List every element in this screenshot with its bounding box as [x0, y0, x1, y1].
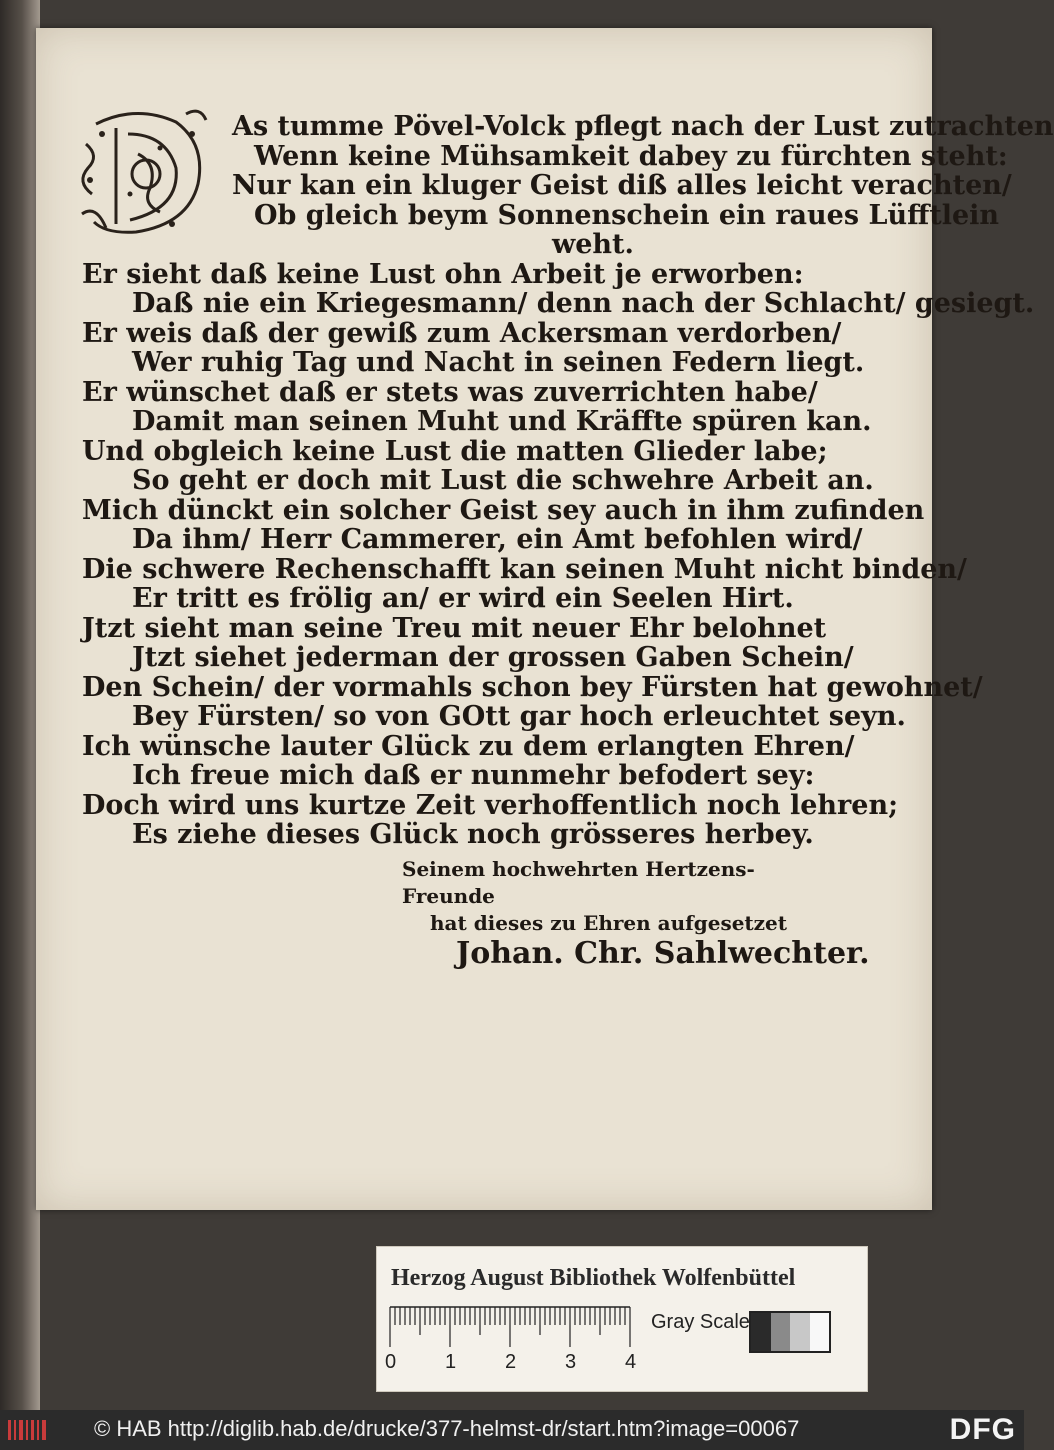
gray-swatch — [810, 1313, 830, 1351]
poem-line: Ich freue mich daß er nunmehr befodert sey: — [132, 760, 815, 791]
poem-line: Jtzt sieht man seine Treu mit neuer Ehr belohnet — [82, 612, 827, 644]
poem-line: Und obgleich keine Lust die matten Glieder labe; — [82, 435, 828, 467]
poem-line: Mich dünckt ein solcher Geist sey auch in ihm zufinden — [82, 494, 925, 526]
poem-line: Da ihm/ Herr Cammerer, ein Amt befohlen wird/ — [132, 524, 863, 555]
ruler-number: 2 — [505, 1351, 517, 1373]
poem-line: Doch wird uns kurtze Zeit verhoffentlich noch lehren; — [82, 789, 899, 821]
poem-line: Die schwere Rechenschafft kan seinen Muht nicht binden/ — [82, 553, 967, 585]
poem-line: Jtzt siehet jederman der grossen Gaben Schein/ — [132, 642, 854, 673]
poem-line: Bey Fürsten/ so von GOtt gar hoch erleuchtet seyn. — [132, 701, 906, 732]
dfg-logo: DFG — [949, 1413, 1016, 1446]
gray-swatch — [790, 1313, 810, 1351]
footer-bar — [0, 1410, 1024, 1450]
library-name: Herzog August Bibliothek Wolfenbüttel — [391, 1265, 796, 1291]
dedication-line-2: hat dieses zu Ehren aufgesetzet — [430, 911, 787, 935]
document-page — [36, 28, 1054, 1210]
poem-line: Wer ruhig Tag und Nacht in seinen Federn liegt. — [132, 347, 865, 378]
poem-line: Er weis daß der gewiß zum Ackersman verdorben/ — [82, 317, 842, 349]
ruler-number: 0 — [385, 1351, 397, 1373]
poem-line: Damit man seinen Muht und Kräffte spüren kan. — [132, 406, 872, 437]
scan-background-left — [0, 0, 40, 1410]
poem-line: Daß nie ein Kriegesmann/ denn nach der Schlacht/ gesiegt. — [132, 288, 1035, 319]
copyright-url[interactable]: © HAB http://diglib.hab.de/drucke/377-helmst-dr/start.htm?image=00067 — [94, 1416, 800, 1441]
ruler-number: 3 — [565, 1351, 577, 1373]
poem-line: Den Schein/ der vormahls schon bey Fürsten hat gewohnet/ — [82, 671, 983, 703]
ruler-number: 4 — [625, 1351, 637, 1373]
gray-swatch — [771, 1313, 791, 1351]
poem-line: Ich wünsche lauter Glück zu dem erlangten Ehren/ — [82, 730, 855, 762]
poem-line: Ob gleich beym Sonnenschein ein raues Lüfftlein — [254, 199, 1000, 231]
poem-line: Er sieht daß keine Lust ohn Arbeit je erworben: — [82, 258, 804, 290]
poem-line: Er wünschet daß er stets was zuverrichten habe/ — [82, 376, 818, 408]
ruler-scale — [385, 1305, 647, 1353]
library-color-card — [376, 1246, 868, 1392]
ruler-number: 1 — [445, 1351, 457, 1373]
poem-line: Wenn keine Mühsamkeit dabey zu fürchten steht: — [254, 140, 1008, 172]
author-signature: Johan. Chr. Sahlwechter. — [456, 936, 870, 971]
dedication-line-1: Seinem hochwehrten Hertzens-Freunde — [402, 857, 755, 908]
poem-line: Er tritt es frölig an/ er wird ein Seelen Hirt. — [132, 583, 794, 614]
gray-scale-label: Gray Scale — [651, 1311, 750, 1333]
poem-line: Nur kan ein kluger Geist diß alles leicht verachten/ — [232, 170, 1012, 201]
poem-line: Es ziehe dieses Glück noch grösseres herbey. — [132, 819, 814, 850]
gray-scale-swatches — [749, 1311, 831, 1353]
poem-line: So geht er doch mit Lust die schwehre Arbeit an. — [132, 465, 874, 496]
poem-text — [82, 111, 1054, 850]
ruler-numbers — [385, 1351, 647, 1377]
gray-swatch — [751, 1313, 771, 1351]
poem-line: As tumme Pövel-Volck pflegt nach der Lust zutrachten — [232, 111, 1054, 142]
dedication — [402, 856, 832, 937]
poem-line: weht. — [552, 229, 634, 260]
barcode-icon — [8, 1418, 48, 1442]
